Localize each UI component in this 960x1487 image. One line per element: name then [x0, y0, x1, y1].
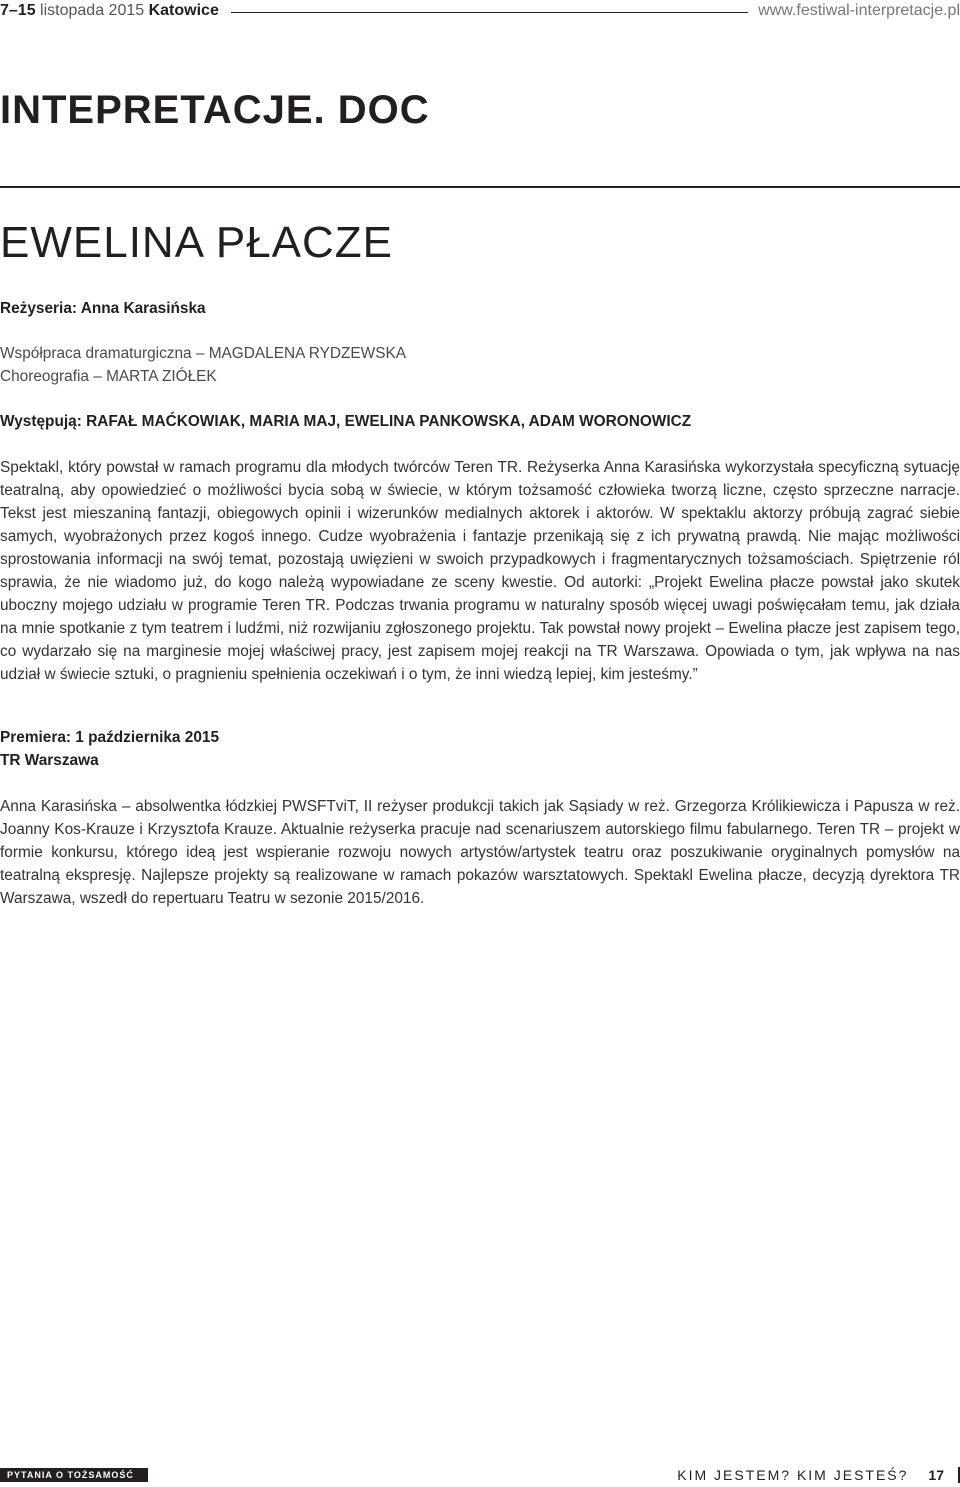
premiere-info [0, 726, 960, 772]
festival-city: Katowice [148, 2, 219, 19]
credits-list [0, 342, 960, 388]
dates-month: listopada 2015 [40, 2, 145, 19]
premiere-date: Premiera: 1 października 2015 [0, 729, 220, 746]
festival-url: www.festiwal-interpretacje.pl [758, 2, 960, 19]
premiere-venue: TR Warszawa [0, 752, 99, 769]
section-title: INTEPRETACJE. DOC [0, 88, 430, 132]
play-title: EWELINA PŁACZE [0, 218, 394, 267]
page-footer [677, 1464, 960, 1486]
dates-range: 7–15 [0, 2, 36, 19]
series-label: PYTANIA O TOŻSAMOŚĆ [0, 1468, 148, 1482]
director-credit: Reżyseria: Anna Karasińska [0, 300, 206, 317]
festival-dates [0, 2, 219, 20]
header-rule [231, 12, 748, 13]
play-description: Spektakl, który powstał w ramach programu dla młodych twórców Teren TR. Reżyserka Anna Karasińska wykorzystała specyficzną sytuację teatralną, aby opowiedzieć o możliwości bycia sobą w świecie, w którym tożsamość człowieka tworzą liczne, często sprzeczne narracje. Tekst jest mieszaniną fantazji, obiegowych opinii i wizerunków medialnych aktorek i aktorów. W spektaklu aktorzy próbują zagrać siebie samych, wyobrażonych przez kogoś innego. Cudze wyobrażenia i fantazje przenikają się z ich prywatną prawdą. Nie mając możliwości sprostowania informacji na swój temat, pozostają uwięzieni w swoich przypadkowych i fragmentarycznych tożsamościach. Spiętrzenie ról sprawia, że nie wiadomo już, do kogo należą wypowiadane ze sceny kwestie. Od autorki: „Projekt Ewelina płacze powstał jako skutek uboczny mojego udziału w programie Teren TR. Podczas trwania programu w naturalny sposób więcej uwagi poświęcałam temu, jak działa na mnie spotkanie z tym teatrem i ludźmi, niż rozwijaniu zgłoszonego projektu. Tak powstał nowy projekt – Ewelina płacze jest zapisem tego, co wydarzało się na marginesie mojej właściwej pracy, jest zapisem mojej reakcji na TR Warszawa. Opowiada o tym, jak wpływa na nas udział w świecie sztuki, o pragnieniu spełnienia oczekiwań i o tym, że inni wiedzą lepiej, kim jesteśmy.” [0, 459, 960, 683]
director-bio: Anna Karasińska – absolwentka łódzkiej PWSFTviT, II reżyser produkcji takich jak Sąsiady w reż. Grzegorza Królikiewicza i Papusza w reż. Joanny Kos-Krauze i Krzysztofa Krauze. Aktualnie reżyserka pracuje nad scenariuszem autorskiego filmu fabularnego. Teren TR – projekt w formie konkursu, którego ideą jest wspieranie rozwoju nowych artystów/artystek teatru oraz poszukiwanie oryginalnych pomysłów na teatralną ekspresję. Najlepsze projekty są realizowane w ramach pokazów warsztatowych. Spektakl Ewelina płacze, decyzją dyrektora TR Warszawa, wszedł do repertuaru Teatru w sezonie 2015/2016. [0, 798, 960, 907]
credit-dramaturgy: Współpraca dramaturgiczna – MAGDALENA RYDZEWSKA [0, 345, 406, 362]
page-header [0, 0, 960, 22]
section-divider [0, 186, 960, 188]
page-number: 17 [928, 1467, 944, 1483]
credit-choreography: Choreografia – MARTA ZIÓŁEK [0, 368, 217, 385]
footer-question: KIM JESTEM? KIM JESTEŚ? [677, 1467, 909, 1483]
cast-list: Występują: RAFAŁ MAĆKOWIAK, MARIA MAJ, EWELINA PANKOWSKA, ADAM WORONOWICZ [0, 413, 692, 430]
